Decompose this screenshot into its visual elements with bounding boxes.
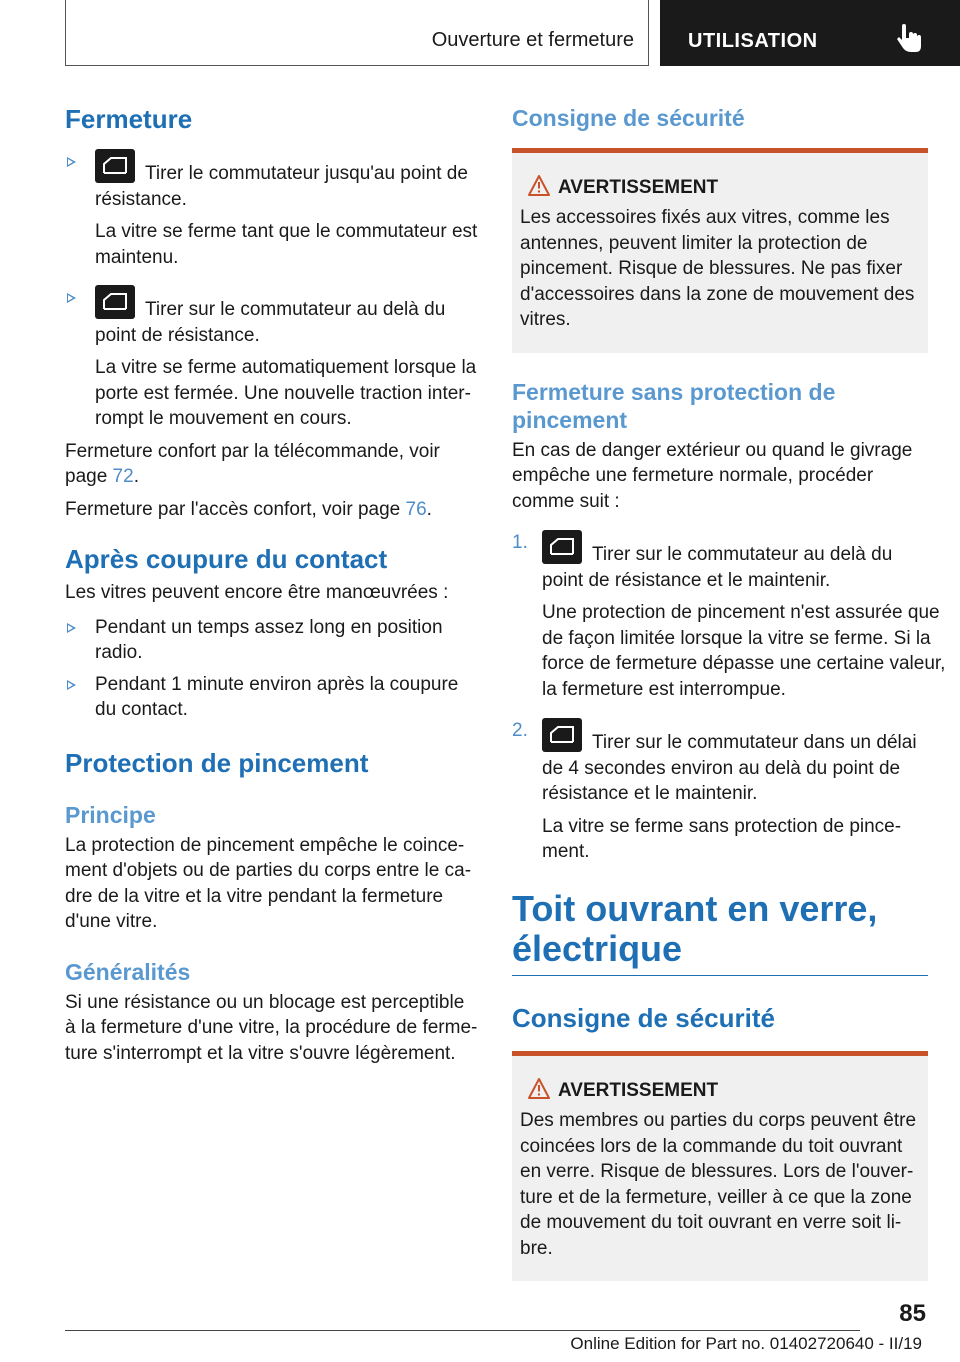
page-link-72[interactable]: 72	[112, 466, 134, 487]
section-title: Ouverture et fermeture	[431, 29, 634, 51]
page-header	[65, 0, 960, 66]
confort-access-text: Fermeture par l'accès confort, voir page 76.	[65, 498, 432, 520]
list-item-radio: Pendant un temps assez long en position radio.	[65, 615, 480, 666]
step-1	[512, 530, 946, 702]
step1-sub: Une protection de pincement n'est assurée que de façon limitée lorsque la vitre se ferme. Si la force de fermeture dépasse une certaine valeur, la fermeture est interrompue.	[542, 602, 946, 700]
warning-box-2	[512, 1051, 928, 1281]
page-link-76[interactable]: 76	[405, 498, 427, 520]
heading-protection-pincement: Protection de pincement	[65, 747, 369, 778]
list-item-close-to-resistance	[65, 149, 480, 270]
step-number: 1.	[512, 532, 528, 553]
page-number: 85	[899, 1300, 926, 1327]
hand-pointer-icon	[896, 24, 922, 54]
warning-text: Les accessoires fixés aux vitres, comme les antennes, peuvent limiter la protection de pincement. Risque de blessures. Ne pas fixer d'accessoires dans la zone de mouvement des vitres.	[520, 207, 915, 330]
step1-line: Tirer sur le commutateur au delà du point de résistance et le maintenir.	[542, 544, 893, 591]
step2-sub: La vitre se ferme sans protection de pincement.	[542, 815, 902, 862]
confort-remote-text: Fermeture confort par la télécommande, voir page 72.	[65, 440, 440, 487]
heading-fermeture: Fermeture	[65, 104, 193, 134]
item2-line: Tirer sur le commutateur au delà du point de résistance.	[95, 299, 446, 346]
heading-principe: Principe	[65, 801, 156, 828]
footer-rule	[65, 1330, 860, 1331]
item2-sub: La vitre se ferme automatiquement lorsque la porte est fermée. Une nouvelle traction interrompt le mouvement en cours.	[95, 357, 477, 429]
principe-text: La protection de pincement empêche le coincement d'objets ou de parties du corps entre le cadre de la vitre et la vitre pendant la fermeture d'une vitre.	[65, 834, 472, 932]
footer-edition: Online Edition for Part no. 01402720640 - II/19	[570, 1334, 922, 1353]
window-switch-icon	[95, 149, 135, 183]
step-2	[512, 718, 928, 865]
window-switch-icon	[542, 718, 582, 752]
warning-text: Des membres ou parties du corps peuvent être coincées lors de la commande du toit ouvrant en verre. Risque de blessures. Lors de l'ouverture et de la fermeture, veiller à ce que la zone de mouvement du toit ouvrant en verre soit libre.	[520, 1110, 917, 1259]
warning-title: AVERTISSEMENT	[520, 175, 920, 200]
chapter-tab	[660, 0, 960, 66]
warning-triangle-icon	[528, 1078, 550, 1099]
step-number: 2.	[512, 720, 528, 741]
warning-box	[512, 148, 928, 353]
list-item-close-beyond-resistance	[65, 285, 480, 432]
chapter-title: UTILISATION	[688, 30, 818, 52]
step2-line: Tirer sur le commutateur dans un délai de 4 secondes environ au delà du point de résistance et le maintenir.	[542, 732, 917, 804]
list-item-text	[95, 285, 480, 348]
list-item-one-minute: Pendant 1 minute environ après la coupure du contact.	[65, 672, 480, 723]
heading-apres-coupure: Après coupure du contact	[65, 544, 388, 574]
item1-sub: La vitre se ferme tant que le commutateur est maintenu.	[95, 221, 478, 268]
window-switch-icon	[542, 530, 582, 564]
apres-intro: Les vitres peuvent encore être manœuvrées :	[65, 582, 449, 603]
sans-intro: En cas de danger extérieur ou quand le givrage empêche une fermeture normale, procéder comme suit :	[512, 439, 913, 512]
item1-line: Tirer le commutateur jusqu'au point de résistance.	[95, 163, 468, 210]
window-switch-icon	[95, 285, 135, 319]
warning-title: AVERTISSEMENT	[520, 1078, 920, 1103]
heading-fermeture-sans-protection: Fermeture sans protection de pincement	[512, 378, 836, 433]
heading-consigne-securite: Consigne de sécurité	[512, 105, 745, 131]
heading-toit-ouvrant: Toit ouvrant en verre, électrique	[512, 887, 878, 969]
right-column	[512, 100, 946, 1281]
heading-generalites: Généralités	[65, 958, 191, 985]
heading-rule	[512, 975, 928, 977]
left-column	[65, 100, 480, 1066]
list-item-text	[95, 149, 480, 212]
heading-consigne-securite-2: Consigne de sécurité	[512, 1003, 775, 1033]
warning-triangle-icon	[528, 175, 550, 196]
section-header-box	[65, 0, 649, 66]
generalites-text: Si une résistance ou un blocage est perceptible à la fermeture d'une vitre, la procédure de fermeture s'interrompt et la vitre s'ouvre légèrement.	[65, 991, 478, 1064]
